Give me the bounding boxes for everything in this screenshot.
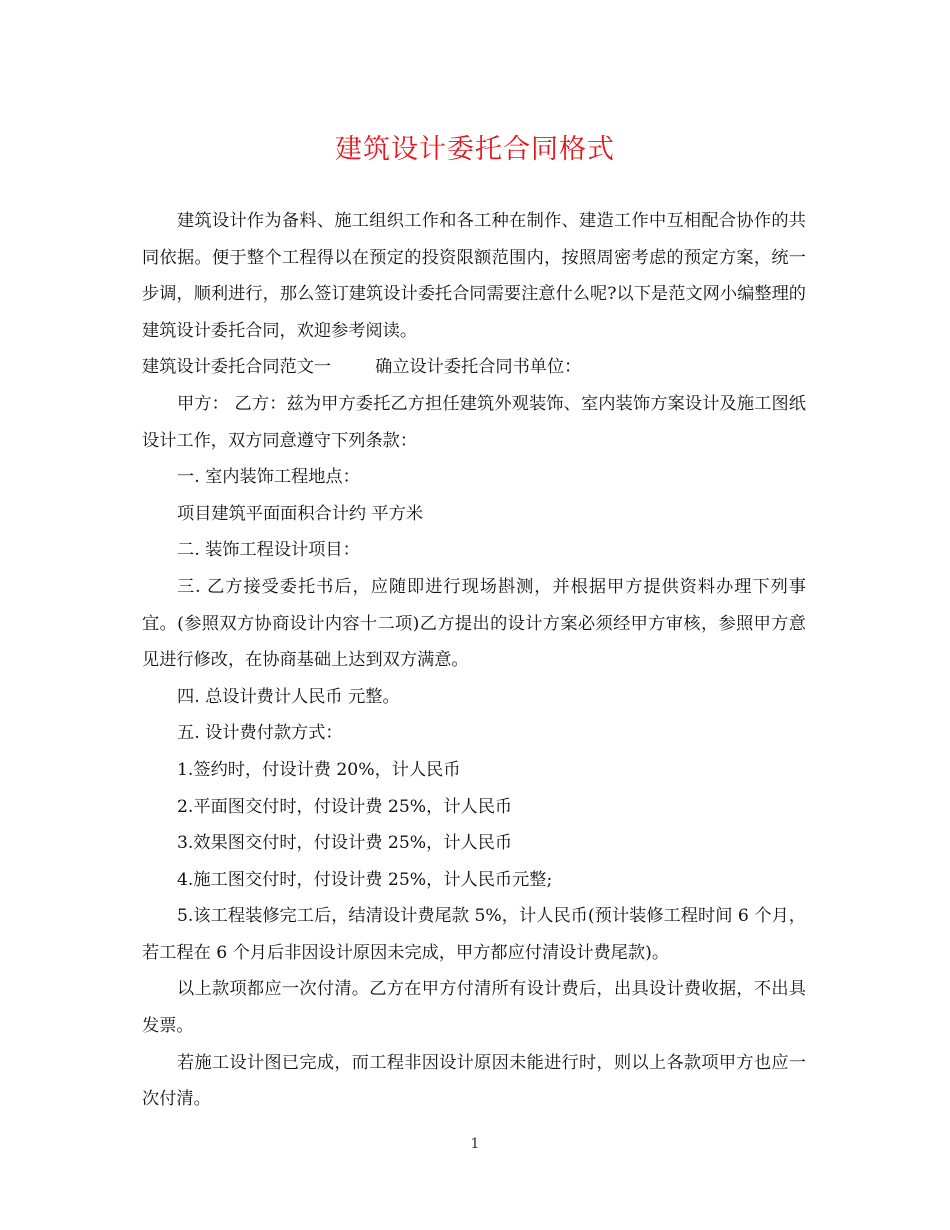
clause-four: 四. 总设计费计人民币 元整。: [177, 686, 400, 707]
completion-note: 若施工设计图已完成，而工程非因设计原因未能进行时，则以上各款项甲方也应一次付清。: [142, 1052, 806, 1110]
document-title: 建筑设计委托合同格式: [335, 134, 615, 165]
clause-one: 一. 室内装饰工程地点：: [177, 467, 360, 488]
payment-item-3: 3.效果图交付时，付设计费 25%，计人民币: [177, 833, 513, 854]
payment-item-1: 1.签约时，付设计费 20%，计人民币: [177, 759, 461, 780]
page-number: 1: [470, 1136, 480, 1152]
clause-three: 三. 乙方接受委托书后，应随即进行现场斟测，并根据甲方提供资料办理下列事宜。(参照双方协商设计内容十二项)乙方提出的设计方案必须经甲方审核，参照甲方意见进行修改，在协商基础上达到双方满意。: [142, 576, 806, 671]
intro-paragraph: 建筑设计作为备料、施工组织工作和各工种在制作、建造工作中互相配合协作的共同依据。便于整个工程得以在预定的投资限额范围内，按照周密考虑的预定方案，统一步调，顺利进行，那么签订建筑设计委托合同需要注意什么呢?以下是范文网小编整理的建筑设计委托合同，欢迎参考阅读。: [142, 211, 806, 341]
area-line: 项目建筑平面面积合计约 平方米: [177, 503, 424, 524]
document-body: [142, 203, 806, 1118]
contract-parties-heading: 确立设计委托合同书单位：: [375, 357, 582, 378]
payment-note: 以上款项都应一次付清。乙方在甲方付清所有设计费后，出具设计费收据，不出具发票。: [142, 979, 806, 1037]
sample-heading: 建筑设计委托合同范文一: [142, 357, 332, 378]
payment-item-5: 5.该工程装修完工后，结清设计费尾款 5%，计人民币(预计装修工程时间 6 个月，若工程在 6 个月后非因设计原因未完成，甲方都应付清设计费尾款)。: [142, 906, 806, 963]
payment-item-4: 4.施工图交付时，付设计费 25%，计人民币元整;: [177, 869, 553, 890]
clause-five: 五. 设计费付款方式：: [177, 723, 343, 744]
payment-item-2: 2.平面图交付时，付设计费 25%，计人民币: [177, 796, 513, 817]
clause-two: 二. 装饰工程设计项目：: [177, 540, 360, 561]
parties-paragraph: 甲方： 乙方：兹为甲方委托乙方担任建筑外观装饰、室内装饰方案设计及施工图纸设计工作，双方同意遵守下列条款：: [142, 393, 806, 451]
sample-heading-line: [142, 349, 806, 386]
